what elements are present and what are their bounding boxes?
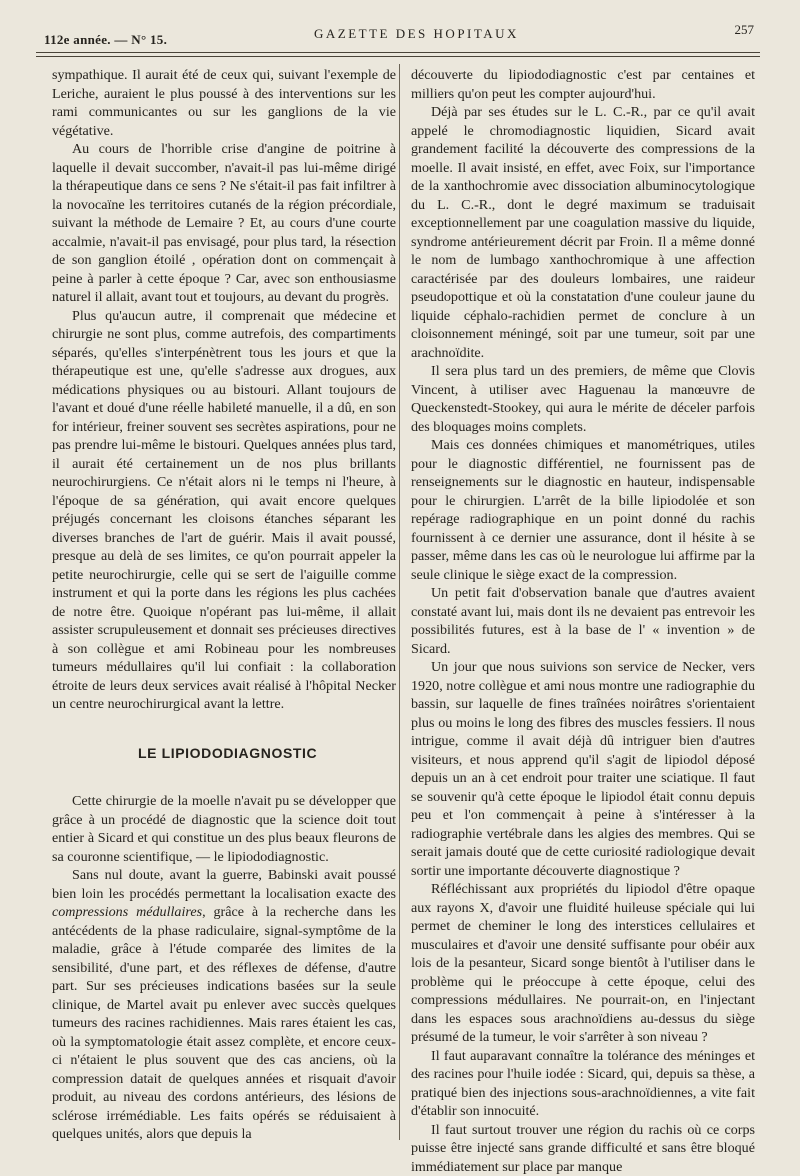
paragraph: Il faut surtout trouver une région du rachis où ce corps puisse être injecté sans grande difficulté et sans être bloqué immédiatement sur place par manque [411,1121,755,1176]
section-heading: LE LIPIODODIAGNOSTIC [138,744,396,763]
paragraph: Plus qu'aucun autre, il comprenait que médecine et chirurgie ne sont plus, comme autrefois, des compartiments séparés, qu'elles s'interpénètrent tous les jours et que la thérapeutique est une, qu'elle s'adresse aux drogues, aux médications physiques ou au bistouri. Allant toujours de l'avant et doué d'une réelle habileté manuelle, il a dû, en son for intérieur, freiner souvent ses secrètes aspirations, pour ne pas prendre lui-même le bistouri. Quelques années plus tard, il aurait été certainement un de nos plus brillants neurochirurgiens. Ce n'était alors ni le temps ni l'heure, à l'époque de sa génération, qui avait encore quelques préjugés concernant les cloisons étanches séparant les diverses branches de l'art de guérir. Mais il avait poussé, presque au delà de ses limites, ce qu'on pourrait appeler la petite neurochirurgie, celle qui se sert de l'aiguille comme instrument et qui la porte dans les régions les plus cachées de notre être. Quoique n'opérant pas lui-même, il allait assister scrupuleusement et donnait ses précieuses directives à son collègue et ami Robineau pour les nombreuses tumeurs médullaires qu'il lui confiait : la collaboration étroite de leurs deux services avait réalisé à l'hôpital Necker un centre neurochirurgical avant la lettre. [52,307,396,714]
paragraph: sympathique. Il aurait été de ceux qui, suivant l'exemple de Leriche, auraient le plus poussé à des interventions sur les rami communicantes ou sur les ganglions de la vie végétative. [52,66,396,140]
emphasis-text: compressions médullaires [52,904,202,920]
header-rule-bottom [36,56,760,57]
paragraph-text: , grâce à la recherche dans les antécédents de la phase radiculaire, signal-symptôme de la maladie, grâce à l'étude comparée des limites de la sensibilité, d'une part, et des réflexes de défense, d'autre part. Sur ses précieuses indications basées sur la seule clinique, de Martel avait pu enlever avec succès quelques tumeurs des racines rachidiennes. Mais rares étaient les cas, où la symptomatologie était assez complète, et encore ceux-ci n'étaient le plus souvent que des cas anciens, où la compression datait de quelques années et risquait d'avoir produit, au niveau des cordons antérieurs, des lésions de sclérose irrémédiable. Les faits opérés se réduisaient à quelques unités, alors que depuis la [52,904,396,1142]
journal-title: GAZETTE DES HOPITAUX [314,26,519,42]
paragraph: Au cours de l'horrible crise d'angine de poitrine à laquelle il devait succomber, n'avait-il pas lui-même dirigé la thérapeutique dans ce sens ? Ne s'était-il pas fait infiltrer à la novocaïne les territoires cutanés de la région précordiale, suivant la méthode de Lemaire ? Et, au cours d'une courte accalmie, n'avait-il pas envisagé, pour plus tard, la résection de son ganglion étoilé , opération dont on commençait à peine à parler à cette époque ? Car, avec son enthousiasme naturel il allait, avant tout et toujours, au devant du progrès. [52,140,396,307]
paragraph: Déjà par ses études sur le L. C.-R., par ce qu'il avait appelé le chromodiagnostic liquidien, Sicard avait grandement facilité la découverte des compressions de la moelle. Il avait insisté, en effet, avec Foix, sur l'importance de la xanthochromie avec dissociation albuminocytologique du L. C.-R., dont le degré maximum se traduisait exceptionnellement par une coagulation massive du liquide, syndrome antérieurement décrit par Froin. Il a même donné le nom de lumbago xanthochromique à une affection caractérisée par des douleurs lombaires, une raideur pseudopottique et où la constatation d'une couleur jaune du liquide céphalo-rachidien permet de conclure à un cloisonnement méningé, soit par une tumeur, soit par une arachnoïdite. [411,103,755,362]
paragraph: découverte du lipiododiagnostic c'est par centaines et milliers qu'on peut les compter aujourd'hui. [411,66,755,103]
paragraph: Un petit fait d'observation banale que d'autres avaient constaté avant lui, mais dont ils ne devaient pas entrevoir les possibilités futures, est à la base de l' « invention » de Sicard. [411,584,755,658]
right-column [411,66,755,1176]
page-header [44,22,754,48]
paragraph: Il sera plus tard un des premiers, de même que Clovis Vincent, à utiliser avec Haguenau la manœuvre de Queckenstedt-Stookey, qui aura le mérite de déceler parfois des bloquages moins complets. [411,362,755,436]
paragraph: Un jour que nous suivions son service de Necker, vers 1920, notre collègue et ami nous montre une radiographie du bassin, sur laquelle de fines traînées noirâtres s'orientaient plus ou moins le long des fibres des muscles fessiers. Il nous intrigue, comme il avait déjà dû intriguer bien d'autres visiteurs, et nous apprend qu'il s'agit de lipiodol déposé depuis un an à cet endroit pour traiter une sciatique. Il faut se souvenir qu'à cette époque le lipiodol était connu depuis peu et l'on commençait à peine à s'intéresser à la radiographie vertébrale dans les algies des membres. Qui se serait jamais douté que de cette curiosité radiologique devait sortir une importante découverte diagnostique ? [411,658,755,880]
paragraph: Cette chirurgie de la moelle n'avait pu se développer que grâce à un procédé de diagnostic que la science doit tout entier à Sicard et qui constitue un des plus beaux fleurons de sa couronne scientifique, — le lipiododiagnostic. [52,792,396,866]
paragraph: Réfléchissant aux propriétés du lipiodol d'être opaque aux rayons X, d'avoir une fluidité huileuse spéciale qui lui permet de cheminer le long des interstices cellulaires et musculaires et d'avoir une densité suffisante pour obéir aux lois de la pesanteur, Sicard songe bientôt à l'utiliser dans le problème qui le préoccupe à cette époque, celui des compressions médullaires. Ne pourrait-on, en l'injectant dans les espaces sous arachnoïdiens au-dessus du siège présumé de la tumeur, le voir s'arrêter à son niveau ? [411,880,755,1047]
paragraph-text: Sans nul doute, avant la guerre, Babinski avait poussé bien loin les procédés permettant la localisation exacte des [52,867,396,902]
paragraph: Il faut auparavant connaître la tolérance des méninges et des racines pour l'huile iodée : Sicard, qui, depuis sa thèse, a pratiqué bien des injections sous-arachnoïdiennes, a vite fait d'établir son innocuité. [411,1047,755,1121]
column-divider [399,64,400,1140]
paragraph: Mais ces données chimiques et manométriques, utiles pour le diagnostic différentiel, ne fournissent pas de renseignements sur le diagnostic en hauteur, indispensable pour le chirurgien. L'arrêt de la bille lipiodolée et son repérage radiographique en un point donné du rachis fournissent à ce dernier une assurance, dont il hésite à se passer, même dans les cas où le neurologue lui affirme par la seule clinique le siège exact de la compression. [411,436,755,584]
paragraph [52,866,396,1144]
issue-number: 112e année. — N° 15. [44,32,167,48]
header-rule-top [36,52,760,53]
page-number: 257 [735,22,755,38]
left-column [52,66,396,1144]
